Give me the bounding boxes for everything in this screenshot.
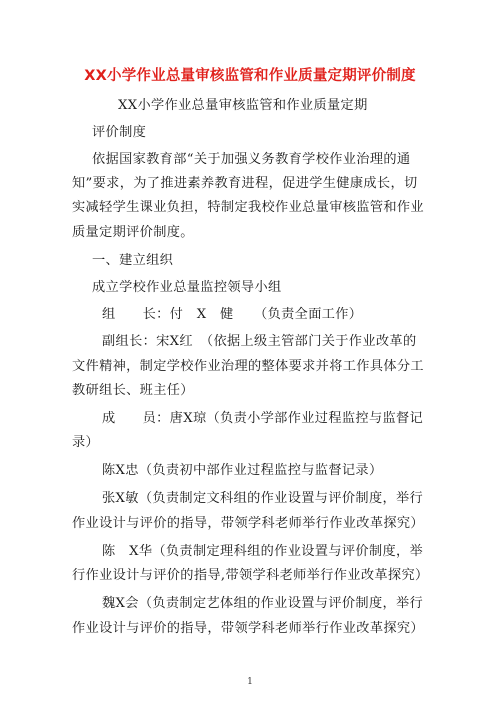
member4-line-1: 陈 X华（负责制定理科组的作业设置与评价制度，举 — [102, 544, 424, 559]
member3-line-2: 作业设计与评价的指导，带领学科老师举行作业改革探究） — [72, 516, 424, 531]
member2-line: 陈X忠（负责初中部作业过程监控与监督记录） — [102, 463, 383, 478]
member3-line-1: 张X敏（负责制定文科组的作业设置与评价制度，举行 — [102, 491, 424, 506]
intro-line-2: 知”要求，为了推进素养教育进程，促进学生健康成长，切 — [72, 176, 418, 191]
group-heading: 成立学校作业总量监控领导小组 — [92, 280, 282, 295]
member1-line-1: 成 员：唐X琼（负责小学部作业过程监控与监督记 — [102, 411, 424, 426]
member1-line-2: 录） — [72, 435, 100, 450]
subtitle-line-1: XX小学作业总量审核监管和作业质量定期 — [118, 98, 368, 113]
subtitle-line-2: 评价制度 — [92, 125, 147, 140]
page-number: 1 — [247, 677, 253, 687]
intro-line-1: 依据国家教育部“关于加强义务教育学校作业治理的通 — [92, 152, 411, 167]
deputy-line-1: 副组长：宋X红 （依据上级主管部门关于作业改革的 — [102, 334, 417, 349]
document-title: XX小学作业总量审核监管和作业质量定期评价制度 — [84, 68, 416, 84]
deputy-line-3: 教研组长、班主任） — [72, 383, 194, 398]
section-heading: 一、建立组织 — [92, 253, 174, 268]
intro-line-3: 实减轻学生课业负担，特制定我校作业总量审核监管和作业 — [72, 200, 424, 215]
deputy-line-2: 文件精神，制定学校作业治理的整体要求并将工作具体分工 — [72, 359, 424, 374]
intro-line-4: 质量定期评价制度。 — [72, 225, 194, 240]
member4-line-2: 行作业设计与评价的指导,带领学科老师举行作业改革探究） — [72, 568, 429, 583]
leader-line: 组 长：付 X 健 （负责全面工作） — [102, 307, 363, 322]
member5-line-1: 魏X会（负责制定艺体组的作业设置与评价制度，举行 — [102, 596, 424, 611]
member5-line-2: 作业设计与评价的指导，带领学科老师举行作业改革探究） — [72, 621, 424, 636]
